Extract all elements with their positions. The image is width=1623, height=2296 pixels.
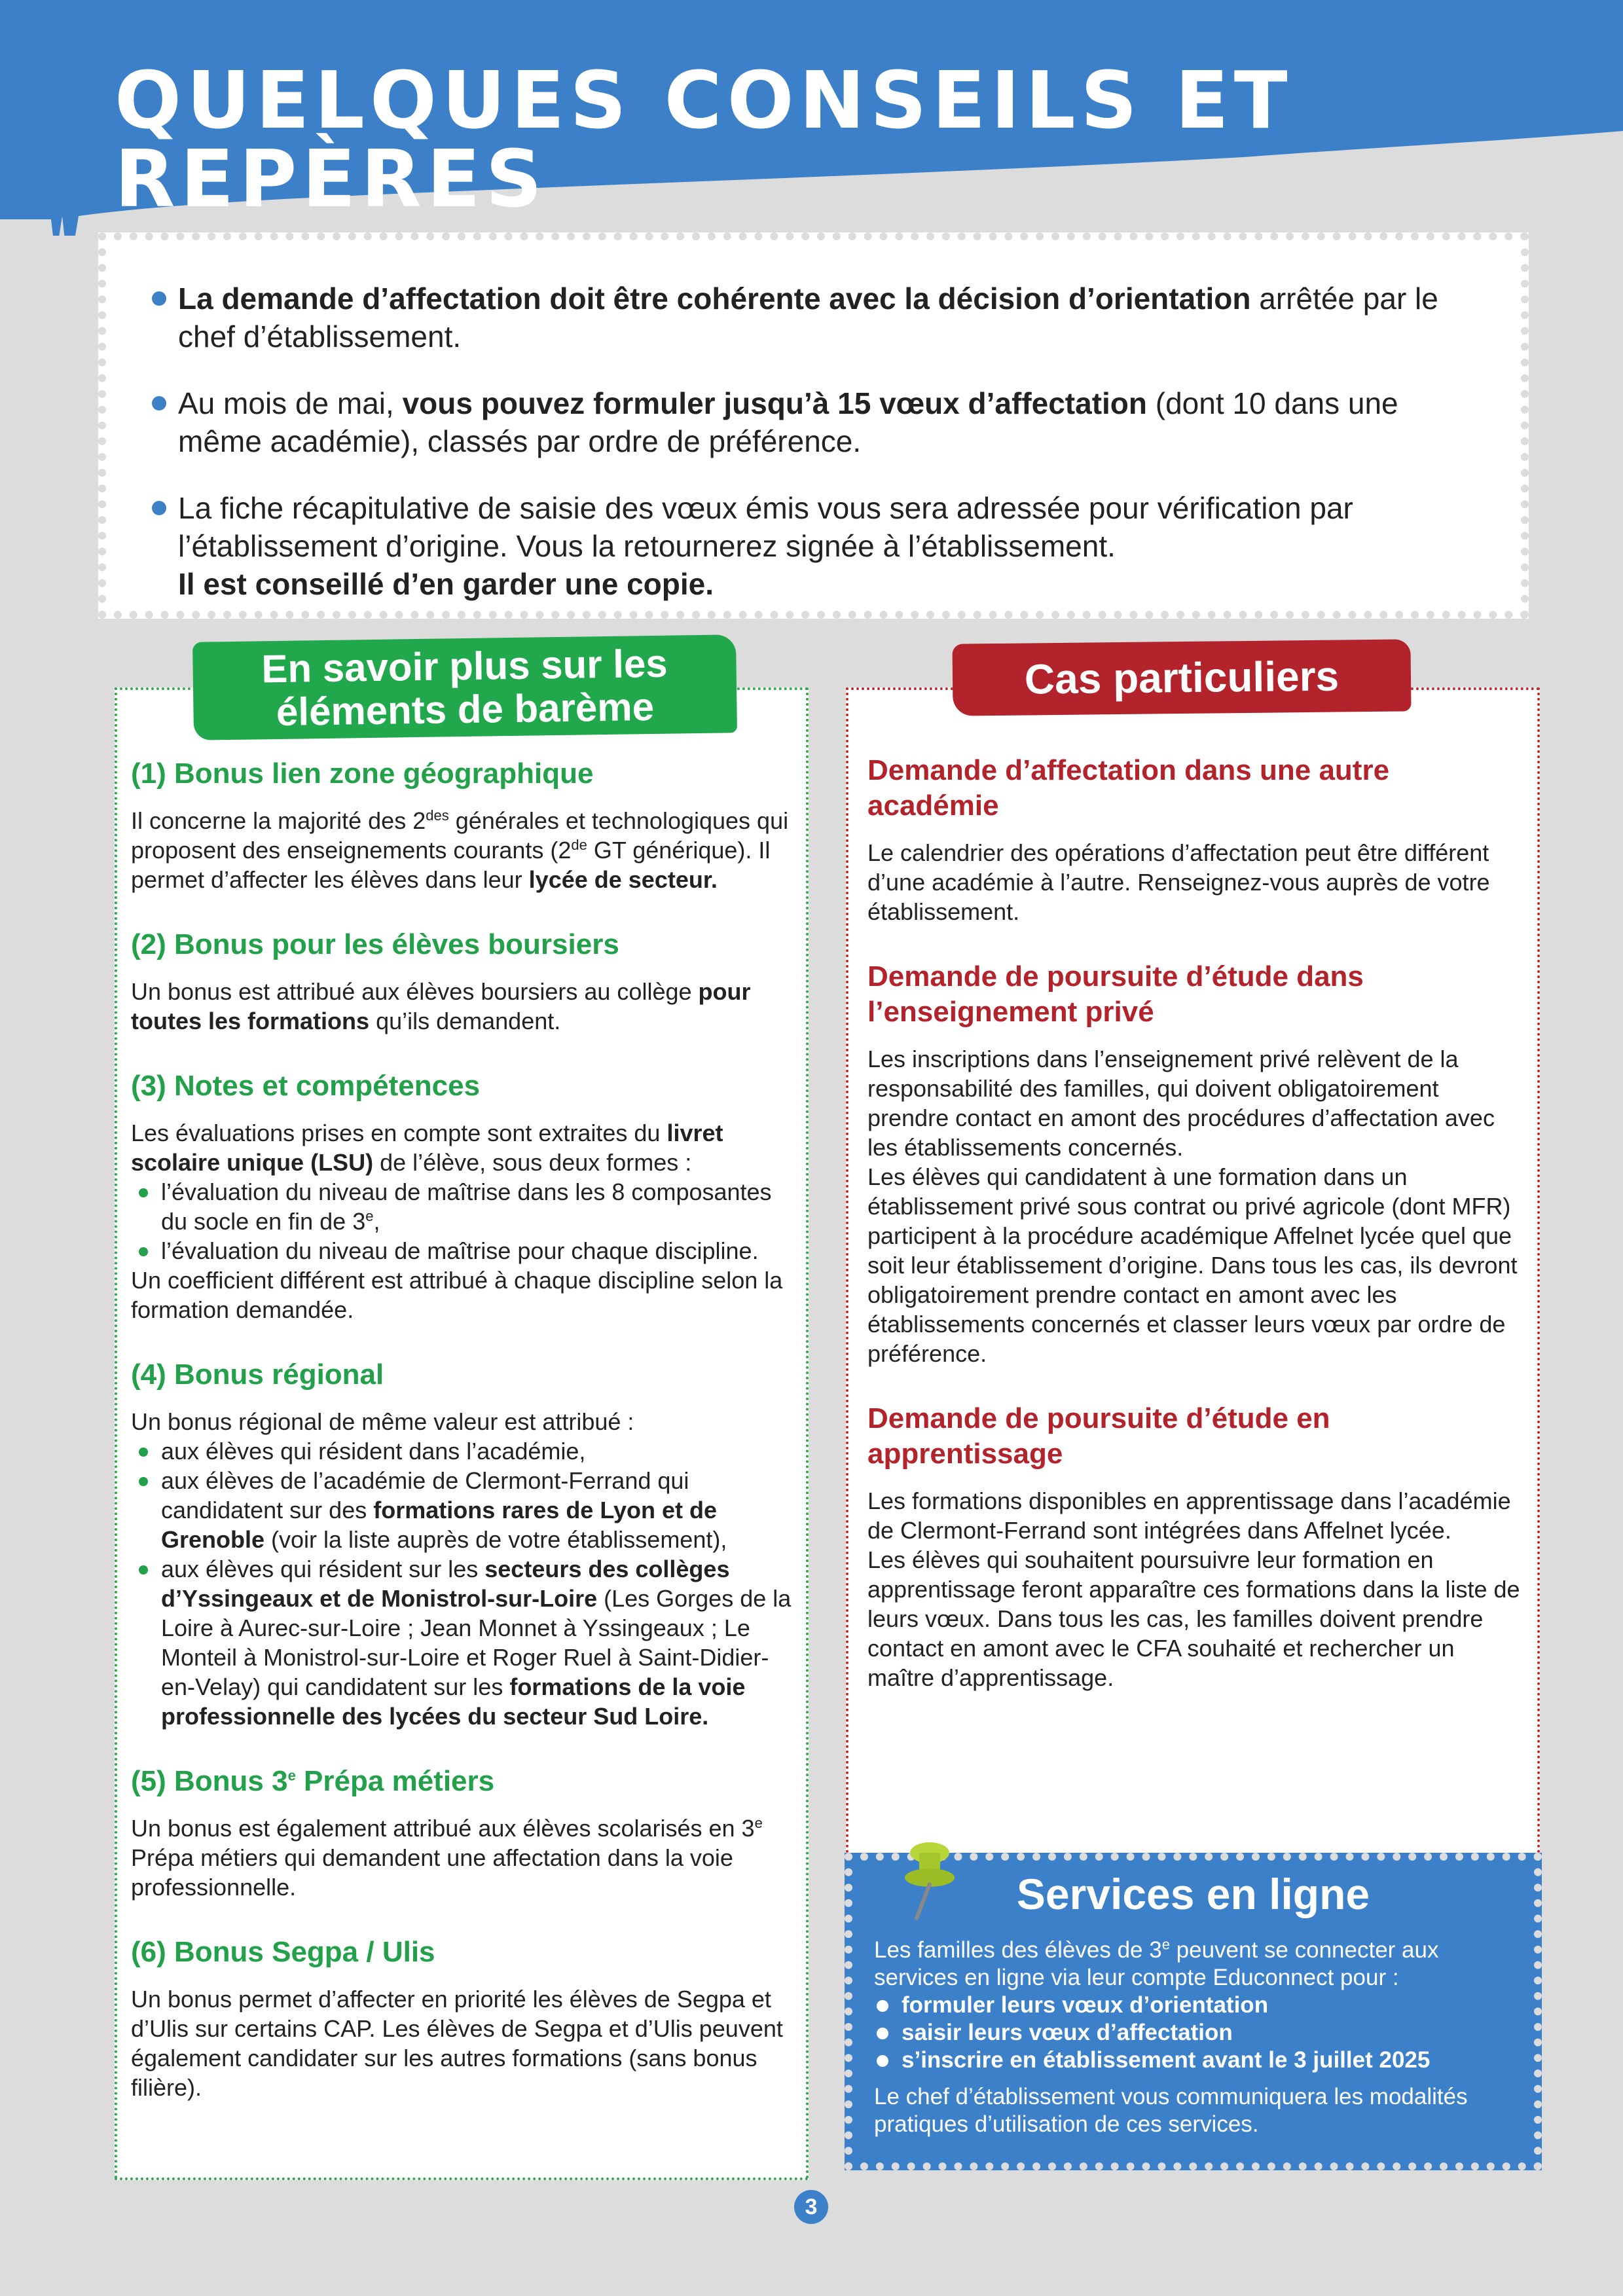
cas-particuliers-heading: Cas particuliers <box>952 639 1411 716</box>
list-item: aux élèves qui résident sur les secteurs des collèges d’Yssingeaux et de Monistrol-sur-Loire (Les Gorges de la Loire à Aurec-sur-Loire ; Jean Monnet à Yssingeaux ; Le Monteil à Monistrol-sur-Loire et Roger Ruel à Saint-Didier-en-Velay) qui candidatent sur les formations de la voie professionnelle des lycées du secteur Sud Loire. <box>131 1554 795 1731</box>
intro-item-bold: Il est conseillé d’en garder une copie. <box>178 567 714 601</box>
section-text: Un bonus est attribué aux élèves boursiers au collège pour toutes les formations qu’ils demandent. <box>131 978 751 1034</box>
section-text: Le calendrier des opérations d’affectation peut être différent d’une académie à l’autre. Renseignez-vous auprès de votre établissement. <box>867 839 1490 925</box>
bareme-section <box>131 927 795 1036</box>
bullet-icon <box>877 2028 888 2039</box>
list-item: formuler leurs vœux d’orientation <box>874 1992 1522 2019</box>
section-text: Les inscriptions dans l’enseignement privé relèvent de la responsabilité des familles, qui doivent obligatoirement prendre contact en amont des procédures d’affectation avec les établissements concernés. <box>867 1046 1495 1161</box>
intro-item-text: La fiche récapitulative de saisie des vœux émis vous sera adressée pour vérification par l’établissement d’origine. Vous la retournerez signée à l’établissement. <box>178 491 1353 563</box>
section-text: Les évaluations prises en compte sont extraites du livret scolaire unique (LSU) de l’élève, sous deux formes : <box>131 1120 723 1176</box>
section-text: Les élèves qui candidatent à une formation dans un établissement privé sous contrat ou privé agricole (dont MFR) participent à la procédure académique Affelnet lycée quel que soit leur établissement d’origine. Dans tous les cas, ils devront obligatoirement prendre contact en amont avec les établissements concernés et classer leurs vœux par ordre de préférence. <box>867 1163 1518 1367</box>
bareme-section <box>131 1764 795 1902</box>
list-item: s’inscrire en établissement avant le 3 juillet 2025 <box>874 2047 1522 2074</box>
section-title: Demande de poursuite d’étude en apprentissage <box>867 1402 1330 1470</box>
intro-item-bold: La demande d’affectation doit être cohérente avec la décision d’orientation <box>178 282 1251 316</box>
bullet-icon <box>139 1477 148 1486</box>
intro-item-text: (dont 10 dans une même académie), classés par ordre de préférence. <box>178 386 1398 458</box>
list-item: aux élèves de l’académie de Clermont-Ferrand qui candidatent sur des formations rares de Lyon et de Grenoble (voir la liste auprès de votre établissement), <box>131 1466 795 1554</box>
cas-section <box>867 753 1522 926</box>
intro-item <box>152 280 1475 355</box>
bullet-icon <box>139 1247 148 1256</box>
bullet-icon <box>152 291 166 306</box>
intro-list <box>106 240 1521 603</box>
bareme-section <box>131 1357 795 1731</box>
section-text: Un bonus est également attribué aux élèves scolarisés en 3e Prépa métiers qui demandent une affectation dans la voie professionnelle. <box>131 1815 763 1901</box>
page-title: QUELQUES CONSEILS ET REPÈRES <box>115 56 1293 225</box>
cas-section <box>867 1401 1522 1692</box>
intro-item <box>152 384 1475 460</box>
section-text: Un coefficient différent est attribué à chaque discipline selon la formation demandée. <box>131 1267 783 1323</box>
intro-item <box>152 489 1475 603</box>
section-title: (3) Notes et compétences <box>131 1070 481 1102</box>
bullet-icon <box>139 1448 148 1457</box>
bullet-icon <box>877 2055 888 2067</box>
section-title: (1) Bonus lien zone géographique <box>131 757 594 790</box>
section-text: Un bonus permet d’affecter en priorité les élèves de Segpa et d’Ulis sur certains CAP. Les élèves de Segpa et d’Ulis peuvent également candidater sur les autres formations (sans bonus filière). <box>131 1986 783 2101</box>
section-text: Il concerne la majorité des $2^{des}$ générales et technologiques qui proposent des enseignements courants (2de GT générique). Il permet d’affecter les élèves dans leur lycée de secteur. <box>131 807 789 893</box>
section-text: Un bonus régional de même valeur est attribué : <box>131 1408 634 1435</box>
cas-particuliers-content <box>867 753 1522 1725</box>
intro-item-bold: vous pouvez formuler jusqu’à 15 vœux d’affectation <box>402 386 1147 420</box>
bareme-section <box>131 756 795 894</box>
services-outro: Le chef d’établissement vous communiquera les modalités pratiques d’utilisation de ces services. <box>874 2084 1468 2137</box>
bareme-section <box>131 1935 795 2102</box>
intro-item-text: arrêtée par le chef d’établissement. <box>178 282 1438 354</box>
services-intro: Les familles des élèves de 3e peuvent se connecter aux services en ligne via leur compte Educonnect pour : <box>874 1936 1439 1990</box>
section-text: Les formations disponibles en apprentissage dans l’académie de Clermont-Ferrand sont intégrées dans Affelnet lycée. <box>867 1487 1511 1544</box>
page-number: 3 <box>794 2190 828 2224</box>
bullet-icon <box>152 501 166 515</box>
section-title: (5) Bonus 3e Prépa métiers <box>131 1765 495 1797</box>
section-title: (6) Bonus Segpa / Ulis <box>131 1936 435 1968</box>
section-title: Demande d’affectation dans une autre académie <box>867 754 1390 822</box>
bareme-heading: En savoir plus sur les éléments de barème <box>192 634 737 740</box>
section-title: Demande de poursuite d’étude dans l’enseignement privé <box>867 960 1364 1028</box>
bullet-icon <box>139 1188 148 1197</box>
section-title: (2) Bonus pour les élèves boursiers <box>131 928 619 960</box>
bullet-icon <box>877 2000 888 2012</box>
bareme-content <box>131 756 795 2135</box>
services-content <box>874 1937 1522 2138</box>
list-item: l’évaluation du niveau de maîtrise pour chaque discipline. <box>131 1236 795 1266</box>
section-list <box>131 1436 795 1731</box>
bullet-icon <box>152 396 166 410</box>
services-list <box>874 1992 1522 2074</box>
cas-section <box>867 959 1522 1368</box>
intro-box <box>98 232 1529 619</box>
list-item: l’évaluation du niveau de maîtrise dans les 8 composantes du socle en fin de 3e, <box>131 1177 795 1236</box>
services-title: Services en ligne <box>1016 1870 1370 1918</box>
list-item: aux élèves qui résident dans l’académie, <box>131 1436 795 1466</box>
bareme-section <box>131 1068 795 1324</box>
list-item: saisir leurs vœux d’affectation <box>874 2019 1522 2047</box>
section-text: Les élèves qui souhaitent poursuivre leur formation en apprentissage feront apparaître ces formations dans la liste de leurs vœux. Dans tous les cas, les familles doivent prendre contact en amont avec le CFA souhaité et rechercher un maître d’apprentissage. <box>867 1546 1520 1691</box>
section-title: (4) Bonus régional <box>131 1358 384 1391</box>
intro-item-text: Au mois de mai, <box>178 386 403 420</box>
bullet-icon <box>139 1565 148 1575</box>
section-list <box>131 1177 795 1266</box>
